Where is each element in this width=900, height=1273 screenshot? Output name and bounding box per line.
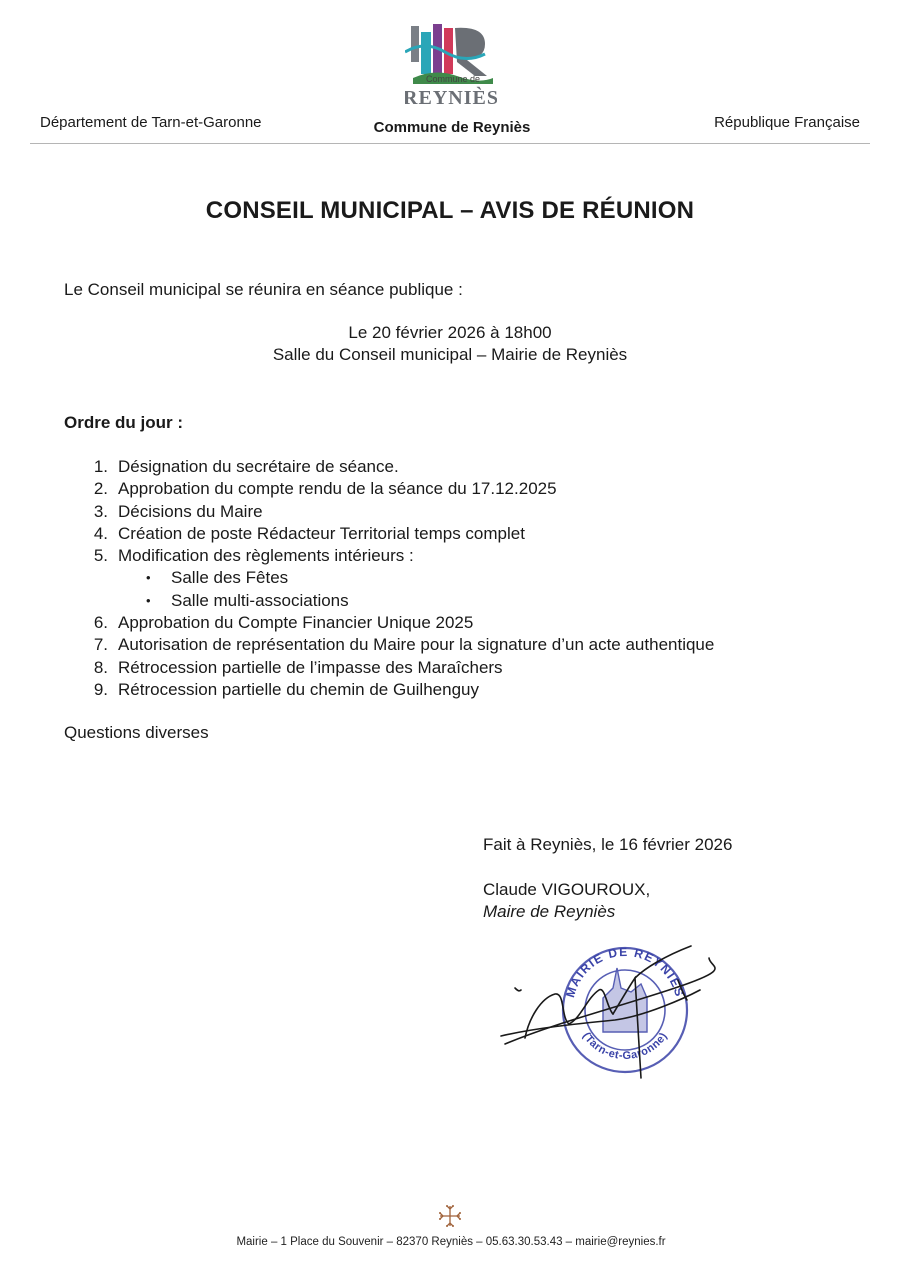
reynies-logo-icon <box>405 22 497 110</box>
footer-contact: Mairie – 1 Place du Souvenir – 82370 Reyniès – 05.63.30.53.43 – mairie@reynies.fr <box>236 1236 666 1248</box>
occitan-cross-icon <box>437 1203 463 1229</box>
official-stamp <box>495 928 725 1093</box>
meeting-date: Le 20 février 2026 à 18h00 <box>348 323 552 342</box>
place-date: Fait à Reyniès, le 16 février 2026 <box>483 835 733 854</box>
stamp-bottom-text: (Tarn-et-Garonne) <box>580 1030 670 1063</box>
intro-text: Le Conseil municipal se réunira en séance publique : <box>64 280 463 299</box>
signer-role: Maire de Reyniès <box>483 902 616 921</box>
page-title: CONSEIL MUNICIPAL – AVIS DE RÉUNION <box>205 197 695 224</box>
meeting-place: Salle du Conseil municipal – Mairie de Reyniès <box>272 345 628 364</box>
logo-top-text: Commune de <box>425 74 481 84</box>
stamp-top-text: MAIRIE DE REYNIES <box>563 944 687 1000</box>
signer-name: Claude VIGOUROUX, <box>483 880 651 899</box>
commune-label: Commune de Reyniès <box>373 119 531 136</box>
agenda-title: Ordre du jour : <box>64 413 183 432</box>
department-label: Département de Tarn-et-Garonne <box>40 114 262 131</box>
logo-bottom-text: REYNIÈS <box>405 87 497 109</box>
questions-diverses: Questions diverses <box>64 723 209 742</box>
republic-label: République Française <box>714 114 860 131</box>
header-divider <box>30 143 870 144</box>
meeting-info <box>0 322 900 366</box>
